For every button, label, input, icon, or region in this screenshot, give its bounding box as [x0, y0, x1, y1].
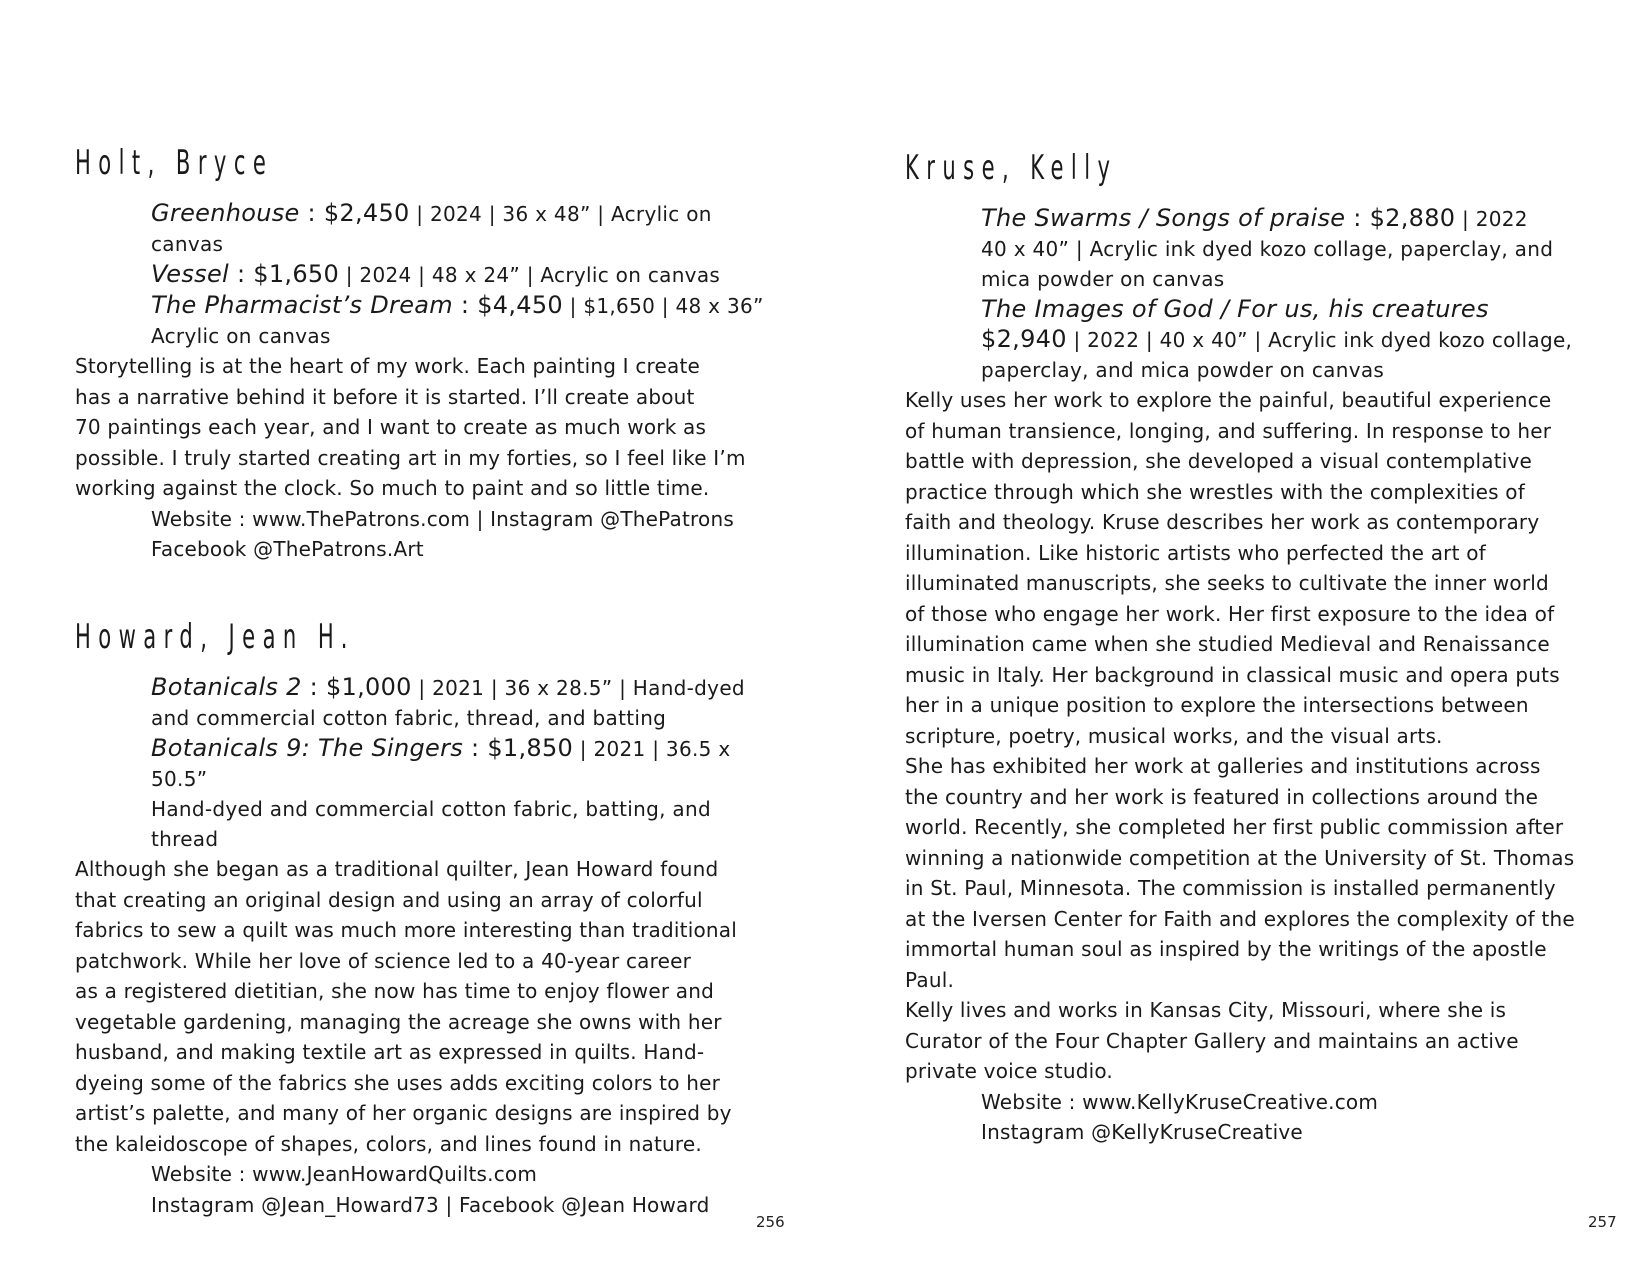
artwork-title: Greenhouse: [151, 199, 300, 227]
bio-line: scripture, poetry, musical works, and the visual arts.: [905, 723, 1443, 748]
contact-line: Website : www.KellyKruseCreative.com: [981, 1089, 1379, 1114]
artwork-title: Vessel: [151, 260, 230, 288]
artwork-item: [151, 259, 775, 290]
artwork-details-continued: 40 x 40” | Acrylic ink dyed kozo collage, paperclay, and: [981, 237, 1554, 261]
artist-entry-kruse: [905, 147, 1625, 1148]
artwork-separator: :: [452, 291, 478, 319]
contact-line: Facebook @ThePatrons.Art: [151, 537, 424, 561]
bio-line: Storytelling is at the heart of my work. Each painting I create: [75, 354, 701, 378]
artist-contacts: [75, 504, 775, 565]
bio-line: the kaleidoscope of shapes, colors, and lines found in nature.: [75, 1131, 702, 1156]
artist-name: Howard, Jean H.: [75, 617, 355, 657]
contact-line: Instagram @Jean_Howard73 | Facebook @Jean Howard: [151, 1192, 710, 1217]
artwork-details-continued: Acrylic on canvas: [151, 324, 331, 348]
artist-entry-howard: [75, 616, 775, 1220]
contact-line: Website : www.ThePatrons.com | Instagram @ThePatrons: [151, 506, 734, 531]
artwork-item: [151, 290, 775, 351]
bio-line: in St. Paul, Minnesota. The commission is installed permanently: [905, 876, 1556, 900]
artwork-details-continued: Hand-dyed and commercial cotton fabric, batting, and thread: [151, 797, 711, 851]
artwork-separator: :: [229, 260, 254, 288]
artwork-list: [905, 203, 1625, 385]
bio-line: the country and her work is featured in collections around the: [905, 784, 1539, 809]
artwork-title: The Swarms / Songs of praise: [981, 204, 1346, 232]
artwork-separator: :: [463, 734, 488, 762]
artwork-price: $2,880: [1369, 204, 1456, 232]
bio-line: Paul.: [905, 967, 955, 992]
bio-line: of those who engage her work. Her first exposure to the idea of: [905, 601, 1555, 626]
bio-line: vegetable gardening, managing the acreage she owns with her: [75, 1009, 722, 1034]
artwork-details: | 2022: [1455, 207, 1528, 231]
bio-line: She has exhibited her work at galleries and institutions across: [905, 754, 1541, 778]
artwork-price: $2,940: [981, 325, 1067, 353]
artwork-details: | 2024 | 48 x 24” | Acrylic on canvas: [339, 263, 721, 287]
artwork-list: [75, 672, 775, 854]
bio-line: illumination came when she studied Medieval and Renaissance: [905, 632, 1550, 656]
bio-line: Kelly uses her work to explore the painful, beautiful experience: [905, 388, 1552, 412]
artist-contacts: [905, 1087, 1625, 1148]
bio-line: patchwork. While her love of science led to a 40-year career: [75, 948, 692, 973]
artwork-title: The Images of God / For us, his creatures: [981, 295, 1489, 323]
artist-bio: [905, 385, 1625, 1087]
bio-line: immortal human soul as inspired by the writings of the apostle: [905, 937, 1547, 961]
artwork-details-continued: mica powder on canvas: [981, 267, 1225, 291]
bio-line: Kelly lives and works in Kansas City, Missouri, where she is: [905, 998, 1507, 1022]
bio-line: music in Italy. Her background in classical music and opera puts: [905, 662, 1560, 687]
artwork-price: $1,850: [487, 734, 574, 762]
bio-line: at the Iversen Center for Faith and explores the complexity of the: [905, 906, 1575, 931]
bio-line: Curator of the Four Chapter Gallery and maintains an active: [905, 1028, 1519, 1053]
artwork-item: [981, 203, 1625, 294]
artwork-item: [151, 733, 775, 854]
bio-line: working against the clock. So much to paint and so little time.: [75, 476, 710, 500]
bio-line: that creating an original design and using an array of colorful: [75, 887, 703, 912]
artwork-details: | 2024 | 36 x 48” | Acrylic on: [409, 202, 712, 226]
bio-line: artist’s palette, and many of her organic designs are inspired by: [75, 1101, 732, 1125]
artist-name: Kruse, Kelly: [905, 148, 1118, 188]
artwork-details: | 2021 | 36 x 28.5” | Hand-dyed: [411, 676, 745, 700]
artwork-title: The Pharmacist’s Dream: [151, 291, 453, 319]
bio-line: of human transience, longing, and suffering. In response to her: [905, 418, 1552, 443]
artwork-details-continued: and commercial cotton fabric, thread, and batting: [151, 706, 667, 730]
bio-line: faith and theology. Kruse describes her work as contemporary: [905, 510, 1540, 534]
bio-line: husband, and making textile art as expressed in quilts. Hand-: [75, 1040, 705, 1064]
bio-line: practice through which she wrestles with the complexities of: [905, 479, 1525, 504]
bio-line: world. Recently, she completed her first public commission after: [905, 815, 1564, 839]
artist-bio: [75, 854, 775, 1159]
artwork-separator: :: [1345, 204, 1370, 232]
artwork-title: Botanicals 9: The Singers: [151, 734, 464, 762]
artwork-details: | 2021 | 36.5 x 50.5”: [151, 737, 731, 791]
artist-bio: [75, 351, 775, 504]
page-number: 256: [756, 1213, 785, 1231]
bio-line: Although she began as a traditional quilter, Jean Howard found: [75, 857, 719, 881]
bio-line: winning a nationwide competition at the University of St. Thomas: [905, 845, 1575, 870]
artwork-item: [151, 672, 775, 733]
right-page: [825, 0, 1650, 1275]
artwork-details-continued: paperclay, and mica powder on canvas: [981, 358, 1385, 382]
bio-line: fabrics to sew a quilt was much more interesting than traditional: [75, 918, 737, 942]
contact-line: Instagram @KellyKruseCreative: [981, 1120, 1303, 1144]
bio-line: illumination. Like historic artists who perfected the art of: [905, 540, 1486, 565]
artist-contacts: [75, 1159, 775, 1220]
page-number: 257: [1588, 1213, 1617, 1231]
artist-entry-holt: [75, 142, 775, 565]
bio-line: dyeing some of the fabrics she uses adds exciting colors to her: [75, 1070, 721, 1095]
artwork-details: | $1,650 | 48 x 36”: [562, 294, 764, 318]
bio-line: her in a unique position to explore the intersections between: [905, 693, 1529, 717]
bio-line: battle with depression, she developed a visual contemplative: [905, 449, 1533, 473]
artwork-price: $1,650: [253, 260, 340, 288]
bio-line: private voice studio.: [905, 1059, 1113, 1083]
bio-line: illuminated manuscripts, she seeks to cultivate the inner world: [905, 571, 1549, 595]
bio-line: has a narrative behind it before it is started. I’ll create about: [75, 384, 695, 409]
artwork-details: | 2022 | 40 x 40” | Acrylic ink dyed kozo collage,: [1066, 328, 1573, 352]
bio-line: possible. I truly started creating art in my forties, so I feel like I’m: [75, 445, 746, 470]
artwork-title: Botanicals 2: [151, 673, 302, 701]
artwork-item: [151, 198, 775, 259]
artwork-price: $4,450: [477, 291, 563, 319]
artwork-item: [981, 294, 1625, 385]
artwork-separator: :: [299, 199, 324, 227]
contact-line: Website : www.JeanHowardQuilts.com: [151, 1162, 538, 1186]
artwork-list: [75, 198, 775, 351]
artwork-details-continued: canvas: [151, 232, 224, 256]
bio-line: as a registered dietitian, she now has time to enjoy flower and: [75, 979, 715, 1003]
artwork-price: $2,450: [323, 199, 410, 227]
artist-name: Holt, Bryce: [75, 143, 274, 183]
artwork-price: $1,000: [325, 673, 412, 701]
artwork-separator: :: [301, 673, 326, 701]
bio-line: 70 paintings each year, and I want to create as much work as: [75, 415, 707, 439]
